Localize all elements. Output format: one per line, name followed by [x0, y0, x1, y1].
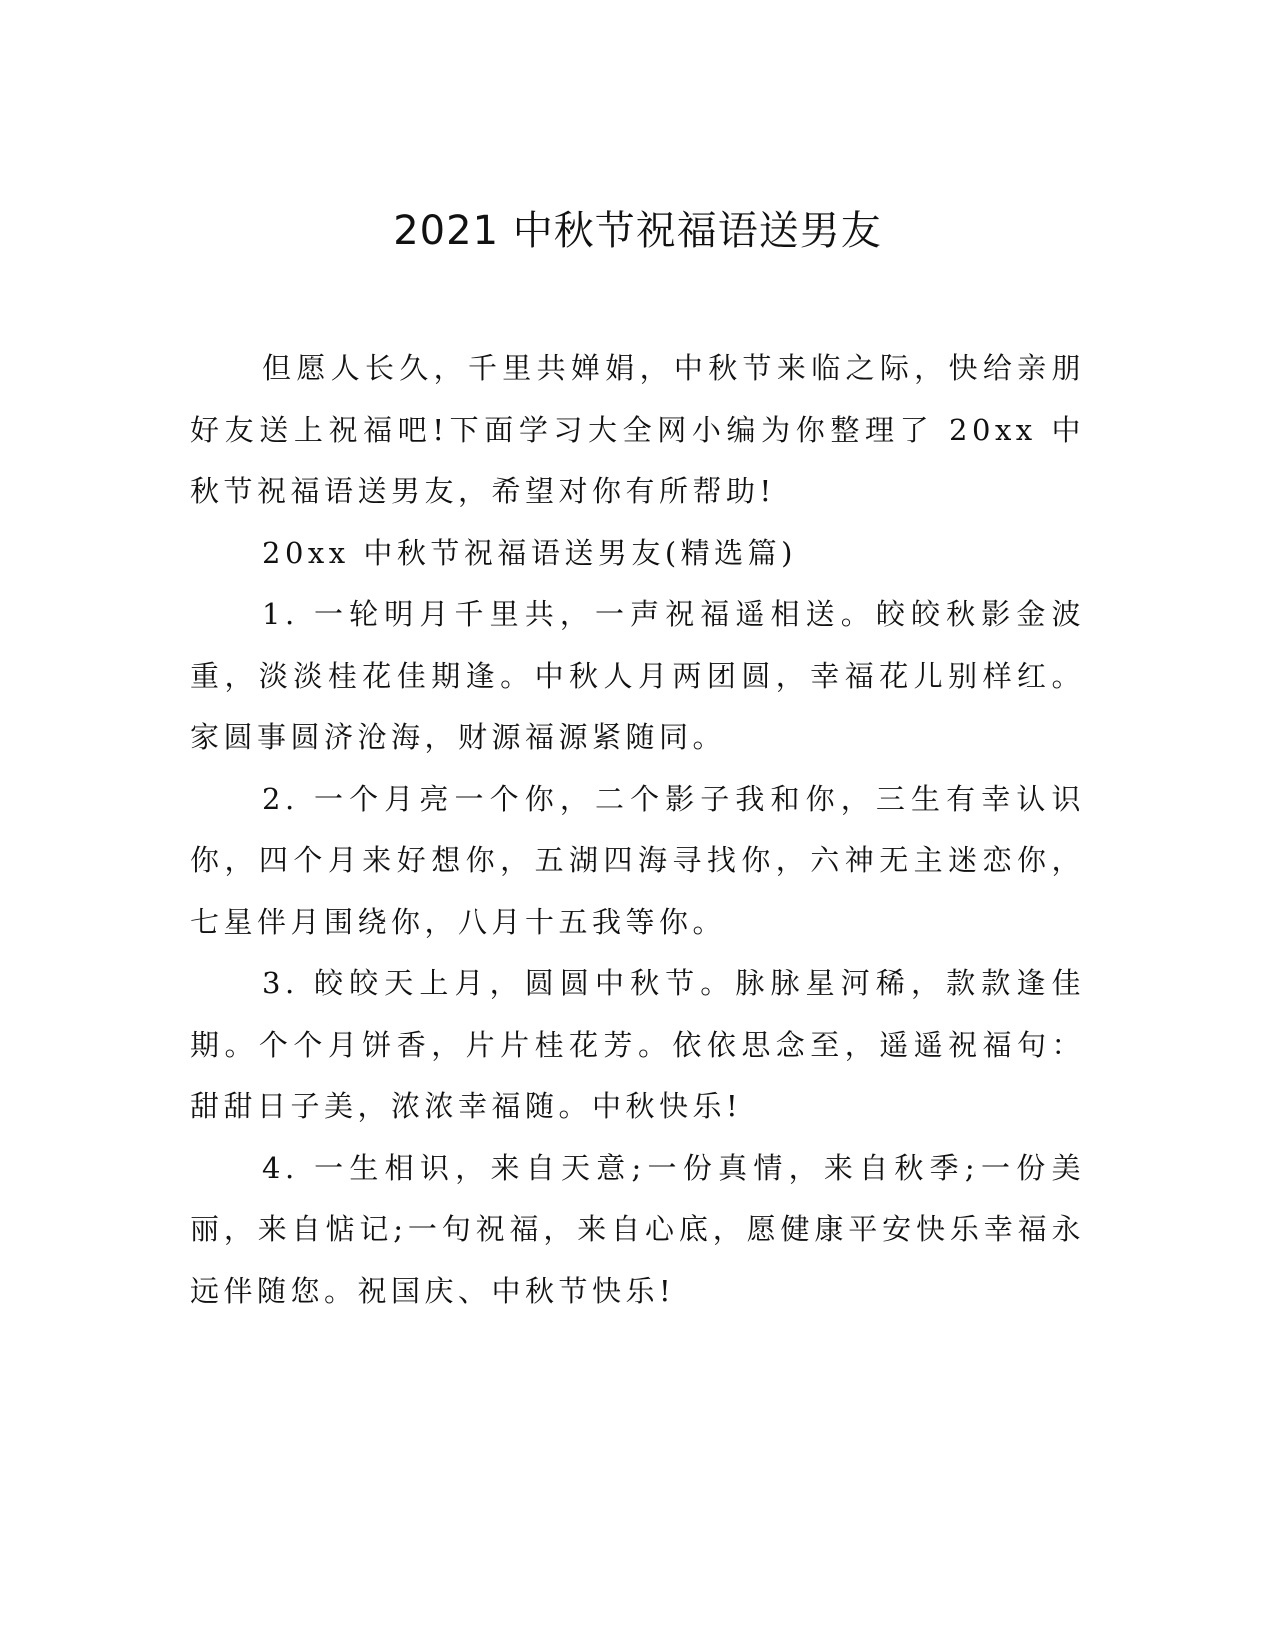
- greeting-item-1: 1. 一轮明月千里共，一声祝福遥相送。皎皎秋影金波重，淡淡桂花佳期逢。中秋人月两团圆，幸福花儿别样红。家圆事圆济沧海，财源福源紧随同。: [190, 597, 1085, 754]
- greeting-item-4: 4. 一生相识，来自天意;一份真情，来自秋季;一份美丽，来自惦记;一句祝福，来自心底，愿健康平安快乐幸福永远伴随您。祝国庆、中秋节快乐!: [190, 1150, 1085, 1308]
- greeting-item-3: 3. 皎皎天上月，圆圆中秋节。脉脉星河稀，款款逢佳期。个个月饼香，片片桂花芳。依依思念至，遥遥祝福句：甜甜日子美，浓浓幸福随。中秋快乐!: [190, 966, 1085, 1123]
- intro-paragraph: 但愿人长久，千里共婵娟，中秋节来临之际，快给亲朋好友送上祝福吧!下面学习大全网小编为你整理了 20xx 中秋节祝福语送男友，希望对你有所帮助!: [190, 351, 1085, 508]
- greeting-item-2: 2. 一个月亮一个你，二个影子我和你，三生有幸认识你，四个月来好想你，五湖四海寻找你，六神无主迷恋你，七星伴月围绕你，八月十五我等你。: [190, 781, 1085, 939]
- document-body: [190, 338, 1085, 1322]
- section-heading: 20xx 中秋节祝福语送男友(精选篇): [262, 535, 797, 570]
- document-title: 2021 中秋节祝福语送男友: [393, 208, 882, 254]
